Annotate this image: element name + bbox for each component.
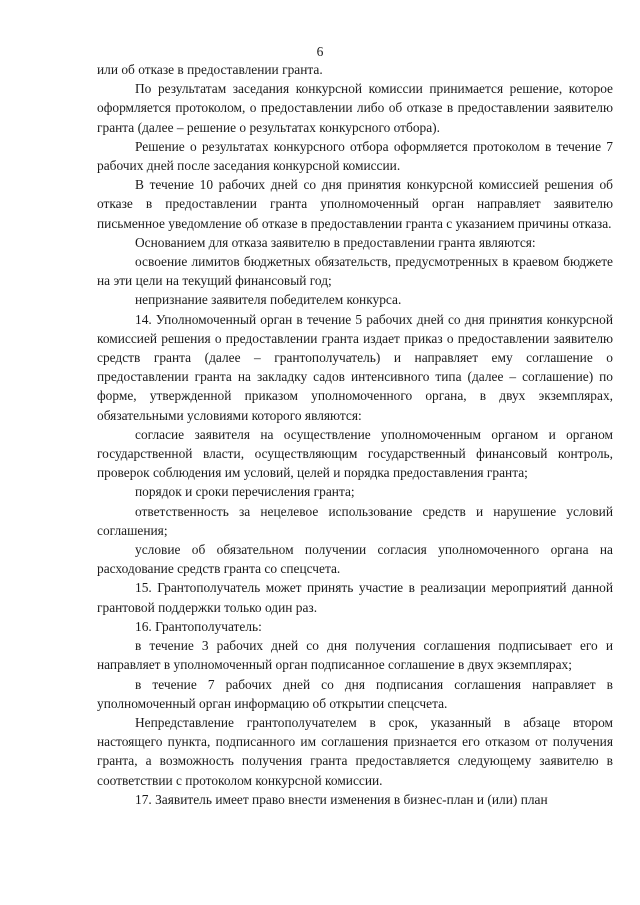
list-item: непризнание заявителя победителем конкурса. — [135, 292, 402, 308]
list-item: условие об обязательном получении согласия уполномоченного органа на расходование средств гранта со спецсчета. — [97, 542, 613, 577]
paragraph: В течение 10 рабочих дней со дня принятия конкурсной комиссией решения об отказе в предоставлении гранта уполномоченный орган направляет заявителю письменное уведомление об отказе в предоставлении гранта с указанием причины отказа. — [97, 177, 613, 231]
list-item: в течение 3 рабочих дней со дня получения соглашения подписывает его и направляет в уполномоченный орган подписанное соглашение в двух экземплярах; — [97, 638, 613, 673]
paragraph-continuation: или об отказе в предоставлении гранта. — [97, 62, 323, 77]
list-item: согласие заявителя на осуществление уполномоченным органом и органом государственной власти, осуществляющим государственный финансовый контроль, проверок соблюдения им условий, целей и порядка предоставления гранта; — [97, 426, 613, 481]
section-16: 16. Грантополучатель: — [135, 618, 262, 634]
document-body — [97, 60, 613, 809]
list-item: в течение 7 рабочих дней со дня подписания соглашения направляет в уполномоченный орган информацию об открытии спецсчета. — [97, 676, 613, 711]
paragraph: Основанием для отказа заявителю в предоставлении гранта являются: — [135, 234, 536, 250]
section-14: 14. Уполномоченный орган в течение 5 рабочих дней со дня принятия конкурсной комиссией решения о предоставлении гранта издает приказ о предоставлении заявителю средств гранта (далее – грантополучатель) и направляет ему соглашение о предоставлении гранта на закладку садов интенсивного типа (далее – соглашение) по форме, утвержденной приказом уполномоченного органа, в двух экземплярах, обязательными условиями которого являются: — [97, 311, 613, 423]
paragraph: По результатам заседания конкурсной комиссии принимается решение, которое оформляется протоколом, о предоставлении либо об отказе в предоставлении заявителю гранта (далее – решение о результатах конкурсного отбора). — [97, 81, 613, 135]
list-item: освоение лимитов бюджетных обязательств, предусмотренных в краевом бюджете на эти цели на текущий финансовый год; — [97, 254, 613, 289]
paragraph: Решение о результатах конкурсного отбора оформляется протоколом в течение 7 рабочих дней после заседания конкурсной комиссии. — [97, 138, 613, 174]
section-17: 17. Заявитель имеет право внести изменения в бизнес-план и (или) план — [135, 791, 548, 807]
list-item: порядок и сроки перечисления гранта; — [135, 484, 355, 500]
list-item: ответственность за нецелевое использование средств и нарушение условий соглашения; — [97, 503, 613, 538]
paragraph: Непредставление грантополучателем в срок, указанный в абзаце втором настоящего пункта, подписанного им соглашения признается его отказом от получения гранта, а возможность получения гранта предоставляется следующему заявителю в соответствии с протоколом конкурсной комиссии. — [97, 714, 613, 788]
section-15: 15. Грантополучатель может принять участие в реализации мероприятий данной грантовой поддержки только один раз. — [97, 580, 613, 615]
page-number: 6 — [316, 44, 324, 59]
